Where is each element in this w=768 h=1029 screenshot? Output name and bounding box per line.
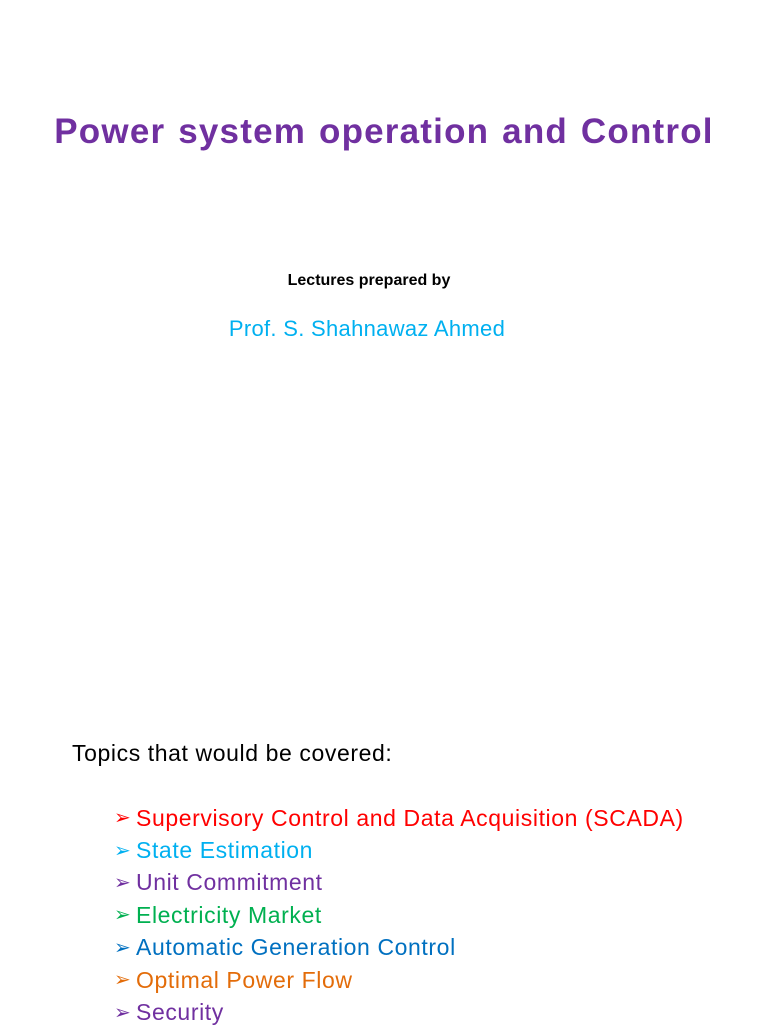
topics-heading: Topics that would be covered: bbox=[72, 740, 393, 766]
arrow-bullet-icon: ➢ bbox=[114, 904, 132, 927]
arrow-bullet-icon: ➢ bbox=[114, 871, 132, 894]
arrow-bullet-icon: ➢ bbox=[114, 1001, 132, 1024]
topic-label: Electricity Market bbox=[136, 901, 322, 928]
slide-title: Power system operation and Control bbox=[54, 112, 714, 151]
author-name: Prof. S. Shahnawaz Ahmed bbox=[228, 316, 506, 341]
arrow-bullet-icon: ➢ bbox=[114, 936, 132, 959]
topic-label: Supervisory Control and Data Acquisition (SCADA) bbox=[136, 804, 684, 831]
topic-label: State Estimation bbox=[136, 837, 314, 864]
topic-list bbox=[114, 802, 684, 1029]
prepared-by-label: Lectures prepared by bbox=[287, 272, 451, 289]
topic-item bbox=[114, 867, 684, 899]
topic-label: Automatic Generation Control bbox=[136, 934, 456, 961]
topic-label: Security bbox=[136, 999, 224, 1026]
arrow-bullet-icon: ➢ bbox=[114, 839, 132, 862]
topic-item bbox=[114, 802, 684, 834]
topic-item bbox=[114, 964, 684, 996]
topic-label: Unit Commitment bbox=[136, 869, 323, 896]
topic-label: Optimal Power Flow bbox=[136, 966, 353, 993]
topic-item bbox=[114, 899, 684, 931]
arrow-bullet-icon: ➢ bbox=[114, 807, 132, 830]
arrow-bullet-icon: ➢ bbox=[114, 969, 132, 992]
topic-item bbox=[114, 834, 684, 866]
topic-item bbox=[114, 932, 684, 964]
